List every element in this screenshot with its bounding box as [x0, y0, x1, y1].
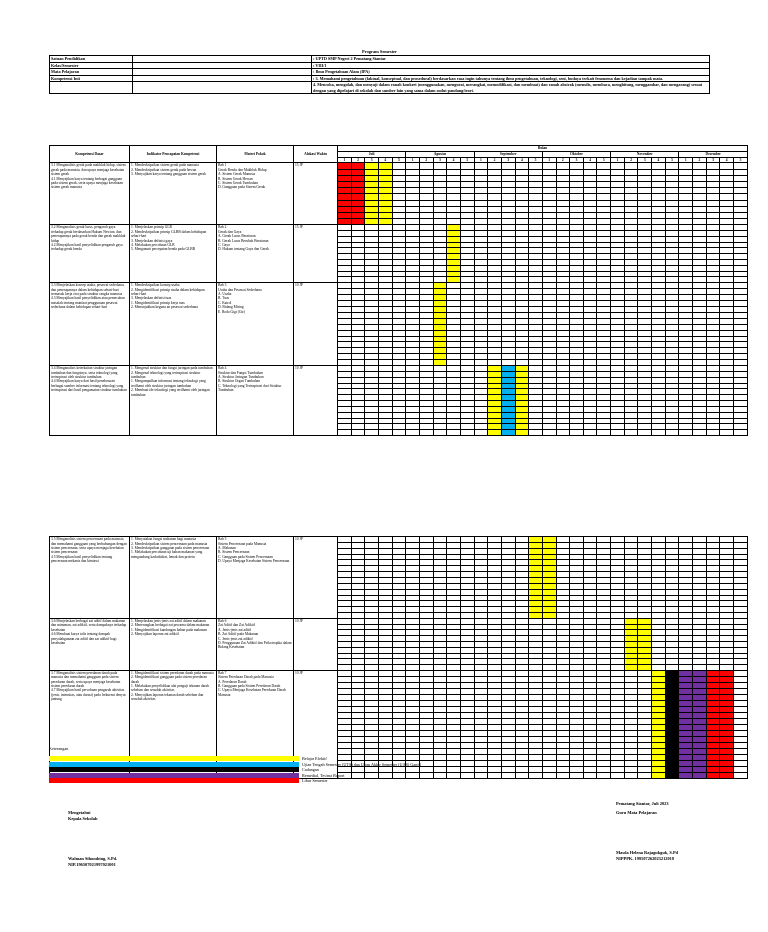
legend-swatch	[49, 773, 299, 778]
schedule-cell	[556, 772, 570, 778]
week-header: 3	[365, 158, 379, 163]
info-value: : Ilmu Pengetahuan Alam (IPA)	[312, 69, 710, 76]
header-kompetensi-dasar: Kompetensi Dasar	[50, 146, 130, 163]
kompetensi-dasar-cell: 3.5 Menganalisis sistem pencernaan pada manusia dan memahami gangguan yang berhubungan dengan sistem pencernaan, serta upaya menjaga kesehatan sistem pencernaan 4.5 Menyajikan hasil penyelidikan tentang pencernaan mekanis dan kimiawi	[50, 537, 130, 619]
legend-label: Cadangan	[302, 767, 319, 773]
schedule-cell	[652, 772, 666, 778]
week-header: 5	[597, 158, 611, 163]
legend-label: Libur Semester	[302, 778, 328, 784]
sig-left-nip: NIP.196507021997021001	[68, 862, 116, 867]
alokasi-waktu-cell: 10 JP	[294, 618, 338, 670]
schedule-cell	[365, 772, 379, 778]
indikator-cell: 1. Menjelaskan jenis-jenis zat aditif dalam makanan 2. Menerangkan berbagai zat pewarna dalam makanan 1. Mengidentifikasi kandungan bahan pada makanan 2. Menyajikan laporan zat adiktif	[130, 618, 217, 670]
schedule-cell	[665, 772, 679, 778]
sig-right-name: Masda Helena Rajagukguk, S.Pd	[616, 850, 679, 855]
legend-title: Keterangan	[49, 746, 69, 751]
month-header: Oktober	[542, 152, 610, 158]
schedule-cell	[638, 772, 652, 778]
alokasi-waktu-cell: 10 JP	[294, 283, 338, 366]
kompetensi-dasar-cell: 3.4 Menganalisis keterkaitan struktur jaringan tumbuhan dan fungsinya, serta teknologi yang terinspirasi oleh struktur tumbuhan 4.4 Menyajikan karya dari hasil penelusuran berbagai sumber informasi tentang teknologi yang terinspirasi dari hasil pengamatan struktur tumbuhan	[50, 366, 130, 436]
week-header: 2	[488, 158, 502, 163]
info-label: Mata Pelajaran	[50, 69, 133, 76]
info-label	[50, 82, 133, 94]
signature-right	[616, 801, 746, 862]
indikator-cell: 1. Menjelaskan prinsip GLB 2. Mendeskripsikan prinsip GLBB dalam kehidupan sehari-hari 3. Menjelaskan definisi gaya 4. Melakukan percobaan GLB 5. Mengamati percepatan benda pada GLBB	[130, 225, 217, 283]
week-header: 1	[474, 158, 488, 163]
week-header: 2	[693, 158, 707, 163]
schedule-cell	[693, 772, 707, 778]
info-table	[49, 55, 710, 94]
kompetensi-dasar-cell: 3.2 Menganalisis gerak lurus, pengaruh gaya terhadap gerak berdasarkan Hukum Newton, dan penerapannya pada gerak benda dan gerak makhluk hidup 4.2 Menyajikan hasil penyelidikan pengaruh gaya terhadap gerak benda	[50, 225, 130, 283]
schedule-cell	[474, 772, 488, 778]
schedule-cell	[611, 772, 625, 778]
header-indikator: Indikator Pencapaian Kompetensi	[130, 146, 217, 163]
week-header: 4	[720, 158, 734, 163]
schedule-cell	[734, 772, 748, 778]
schedule-cell	[392, 772, 406, 778]
week-header: 2	[624, 158, 638, 163]
week-header: 3	[706, 158, 720, 163]
sig-left-title2: Kepala Sekolah	[68, 816, 98, 821]
materi-pokok-cell: Bab 2 Gerak dan Gaya A. Gerak Lurus Beraturan B. Gerak Lurus Berubah Beraturan C. Gaya D. Hukum tentang Gaya dan Gerak	[217, 225, 294, 283]
month-header: September	[474, 152, 542, 158]
week-header: 5	[665, 158, 679, 163]
week-header: 1	[611, 158, 625, 163]
week-header: 4	[652, 158, 666, 163]
indikator-cell: 1. Menyatakan fungsi makanan bagi manusia 2. Mendeskripsikan sistem pencernaan pada manusia 3. Mendeskripsikan gangguan pada sistem pencernaan 1. Melakukan percobaan uji bahan makanan yang mengandung karbohidrat, lemak dan protein	[130, 537, 217, 619]
kompetensi-dasar-cell: 3.6 Menjelaskan berbagai zat aditif dalam makanan dan minuman, zat adiktif, serta dampaknya terhadap kesehatan 4.6 Membuat karya tulis tentang dampak penyalahgunaan zat aditif dan zat adiktif bagi kesehatan	[50, 618, 130, 670]
alokasi-waktu-cell: 15 JP	[294, 225, 338, 283]
materi-pokok-cell: Bab 4 Struktur dan Fungsi Tumbuhan A. Struktur Jaringan Tumbuhan B. Struktur Organ Tumbuhan C. Teknologi yang Terinspirasi dari Struktur Tumbuhan	[217, 366, 294, 436]
month-header: November	[611, 152, 679, 158]
program-title: Program Semester	[362, 49, 397, 54]
info-label: Satuan Pendidikan	[50, 56, 133, 63]
month-header: Agustus	[406, 152, 474, 158]
info-spacer	[133, 82, 312, 94]
week-header: 5	[734, 158, 748, 163]
schedule-cell	[378, 772, 392, 778]
schedule-cell	[351, 772, 365, 778]
sig-right-place: Pematang Siantar, Juli 2023	[616, 801, 669, 806]
program-semester-table	[49, 145, 748, 779]
month-header: Juli	[338, 152, 406, 158]
schedule-cell	[501, 772, 515, 778]
schedule-cell	[706, 772, 720, 778]
schedule-cell	[679, 772, 693, 778]
header-materi-pokok: Materi Pokok	[217, 146, 294, 163]
kompetensi-dasar-cell: 3.1 Menganalisis gerak pada makhluk hidup, sistem gerak pada manusia, dan upaya menjaga kesehatan sistem gerak 4.1 Menyajikan karya tentang berbagai gangguan pada sistem gerak, serta upaya menjaga kesehatan sistem gerak manusia	[50, 163, 130, 225]
sig-right-title: Guru Mata Pelajaran	[616, 810, 657, 815]
legend-swatch	[49, 767, 299, 772]
kompetensi-dasar-cell: 3.7 Menganalisis sistem peredaran darah pada manusia dan memahami gangguan pada sistem peredaran darah, serta upaya menjaga kesehatan sistem peredaran darah 4.7 Menyajikan hasil percobaan pengaruh aktivitas (jenis, intensitas, atau durasi) pada frekuensi denyut jantung	[50, 670, 130, 778]
schedule-cell	[515, 772, 529, 778]
schedule-cell	[419, 772, 433, 778]
signature-left	[68, 810, 228, 868]
legend-swatch	[49, 756, 299, 761]
week-header: 3	[638, 158, 652, 163]
indikator-cell: 1. Mendeskripsikan sistem gerak pada manusia 2. Mendeskripsikan sistem gerak pada hewan 3. Menyajikan karya tentang gangguan sistem gerak	[130, 163, 217, 225]
week-header: 1	[338, 158, 352, 163]
info-value: : VIII/1	[312, 62, 710, 69]
week-header: 5	[460, 158, 474, 163]
header-bulan: Bulan	[338, 146, 748, 152]
schedule-cell	[720, 772, 734, 778]
week-header: 3	[501, 158, 515, 163]
info-row	[50, 82, 710, 94]
month-header: Desember	[679, 152, 748, 158]
schedule-cell	[488, 772, 502, 778]
schedule-cell	[570, 772, 584, 778]
header-alokasi-waktu: Alokasi Waktu	[294, 146, 338, 163]
alokasi-waktu-cell: 10 JP	[294, 670, 338, 778]
materi-pokok-cell: Bab 5 Sistem Pencernaan pada Manusia A. Makanan B. Sistem Pencernaan C. Gangguan pada Sistem Pencernaan D. Upaya Menjaga Kesehatan Sistem Pencernaan	[217, 537, 294, 619]
legend-swatch	[49, 762, 299, 767]
week-header: 2	[351, 158, 365, 163]
schedule-cell	[624, 772, 638, 778]
sig-left-title1: Mengetahui	[68, 810, 91, 815]
week-header: 3	[570, 158, 584, 163]
schedule-cell	[447, 772, 461, 778]
legend-label: Belajar Efektif	[302, 756, 327, 761]
page-gap	[50, 436, 748, 537]
sig-right-nip: NIPPPK. 199507262023212018	[616, 856, 675, 861]
week-header: 4	[378, 158, 392, 163]
schedule-cell	[597, 772, 611, 778]
materi-pokok-cell: Bab 7 Sistem Peredaran Darah pada Manusia A. Peredaran Darah B. Gangguan pada Sistem Peredaran Darah C. Upaya Menjaga Kesehatan Peredaran Darah Manusia	[217, 670, 294, 778]
week-header: 3	[433, 158, 447, 163]
indikator-cell: 1. Mengenal struktur dan fungsi jaringan pada tumbuhan 2. Mengenal teknologi yang terinspirasi struktur tumbuhan 1. Mengumpulkan informasi tentang teknologi yang terilhami oleh struktur jaringan tumbuhan 2. Membuat ide teknologi yang terilhami oleh jaringan tumbuhan	[130, 366, 217, 436]
week-header: 4	[583, 158, 597, 163]
week-header: 1	[679, 158, 693, 163]
schedule-cell	[406, 772, 420, 778]
alokasi-waktu-cell: 15 JP	[294, 163, 338, 225]
indikator-cell: 1. Mengidentifikasi sistem peredaran darah pada manusia 2. Mengidentifikasi gangguan pada sistem peredaran darah 1. Melakukan penyelidikan alat penguji tekanan darah sebelum dan sesudah aktivitas 2. Menyajikan laporan tekanan darah sebelum dan sesudah aktivitas	[130, 670, 217, 778]
info-label: Kelas/Semester	[50, 62, 133, 69]
schedule-cell	[433, 772, 447, 778]
alokasi-waktu-cell: 10 JP	[294, 366, 338, 436]
info-value: : UPTD SMP Negeri 2 Pematang Siantar	[312, 56, 710, 63]
info-label: Kompetensi Inti	[50, 75, 133, 82]
info-value: 4. Mencoba, mengolah, dan menyaji dalam ranah konkret (menggunakan, mengurai, merangkai, memodifikasi, dan membuat) dan ranah abstrak (menulis, membaca, menghitung, menggambar, dan mengarang) sesuai dengan yang dipelajari di sekolah dan sumber lain yang sama dalam sudut pandang/teori.	[312, 82, 710, 94]
indikator-cell: 1. Mendeskripsikan konsep usaha 2. Mengidentifikasi prinsip usaha dalam kehidupan sehari-hari 3. Menjelaskan definisi tuas 1. Mengidentifikasi prinsip kerja tuas 2. Menunjukkan keguna an pesawat sederhana	[130, 283, 217, 366]
info-value: : 3. Memahami pengetahuan (faktual, konseptual, dan prosedural) berdasarkan rasa ingin tahunya tentang ilmu pengetahuan, teknologi, seni, budaya terkait fenomena dan kejadian tampak mata.	[312, 75, 710, 82]
week-header: 4	[515, 158, 529, 163]
week-header: 2	[419, 158, 433, 163]
kompetensi-dasar-cell: 3.3 Menjelaskan konsep usaha, pesawat sederhana, dan penerapannya dalam kehidupan sehari-hari termasuk kerja otot pada struktur rangka manusia 4.3 Menyajikan hasil penyelidikan atau pemecahan masalah tentang manfaat penggunaan pesawat sederhana dalam kehidupan sehari-hari	[50, 283, 130, 366]
materi-pokok-cell: Bab 3 Usaha dan Pesawat Sederhana A. Usaha B. Tuas C. Katrol D. Bidang Miring E. Roda Gigi (Gir)	[217, 283, 294, 366]
week-header: 2	[556, 158, 570, 163]
legend-label: Ujian Tengah Semester (UTS) dan Ujian Akhir Semester (UAS) Ganjil	[302, 761, 421, 767]
sig-left-name: Walman Sihombing, S.Pd.	[68, 856, 118, 861]
legend-swatch	[49, 778, 299, 783]
schedule-cell	[542, 772, 556, 778]
week-header: 5	[392, 158, 406, 163]
materi-pokok-cell: Bab 6 Zat Aditif dan Zat Adiktif A. Jenis-jenis zat aditif B. Zat Aditif pada Makanan C. Jenis-jenis zat adiktif D. Penggunaan Zat Adiktif dan Psikotropika dalam Bidang Kesehatan	[217, 618, 294, 670]
legend-label: Remedial, Tes/ma Raport	[302, 772, 345, 778]
alokasi-waktu-cell: 10 JP	[294, 537, 338, 619]
schedule-cell	[583, 772, 597, 778]
week-header: 4	[447, 158, 461, 163]
schedule-cell	[460, 772, 474, 778]
week-header: 5	[529, 158, 543, 163]
schedule-cell	[529, 772, 543, 778]
materi-pokok-cell: Bab 1 Gerak Benda dan Makhluk Hidup A. Sistem Gerak Manusia B. Sistem Gerak Hewan C. Sistem Gerak Tumbuhan D. Gangguan pada Sistem Gerak	[217, 163, 294, 225]
week-header: 1	[406, 158, 420, 163]
week-header: 1	[542, 158, 556, 163]
